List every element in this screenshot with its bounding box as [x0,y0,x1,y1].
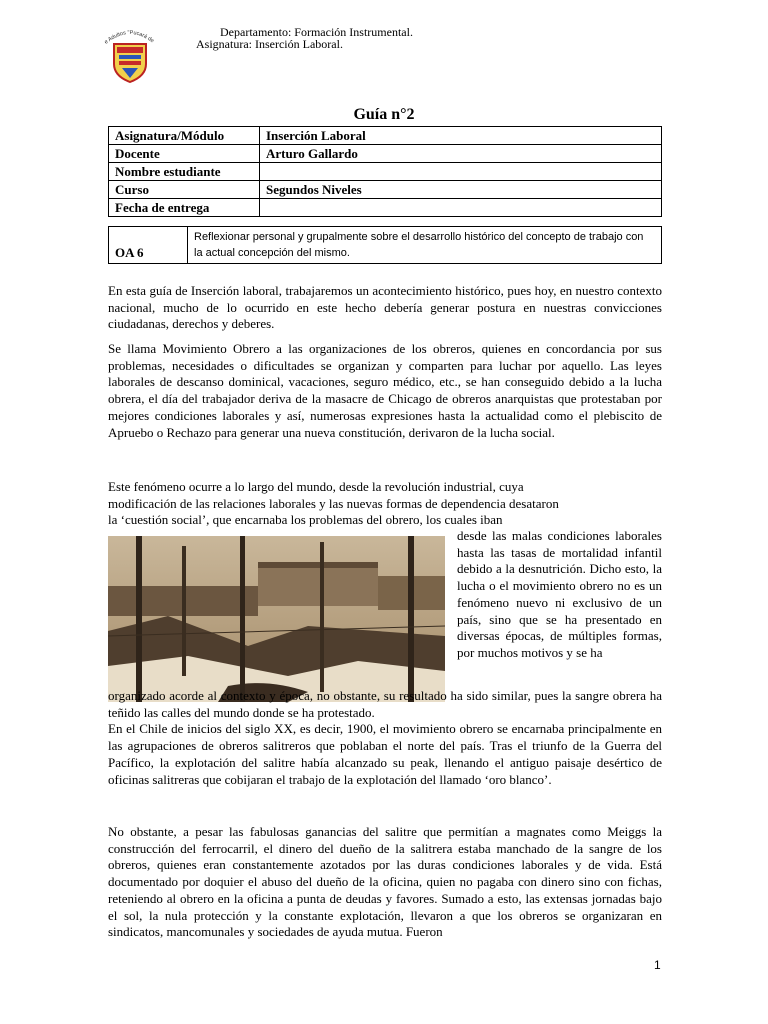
table-row [109,127,662,145]
row-label: Fecha de entrega [109,199,260,217]
objective-text: Reflexionar personal y grupalmente sobre el desarrollo histórico del concepto de trabajo con la actual concepción del mismo. [188,227,662,264]
objective-table [108,226,662,264]
svg-text:Liceo de Adultos "Pucará de Ch [100,26,156,46]
row-value: Arturo Gallardo [260,145,662,163]
row-label: Nombre estudiante [109,163,260,181]
objective-code: OA 6 [109,227,188,264]
page-number: 1 [654,958,661,972]
fenomeno-paragraph-wrap: desde las malas condiciones laborales hasta las tasas de mortalidad infantil debido a la desnutrición. Dicho esto, la lucha o el movimiento obrero no es un fenómeno nuevo ni exclusivo de un país, sino que se ha presentado en diversas épocas, de múltiples formas, por muchos motivos y se ha [457,528,662,660]
page-title: Guía n°2 [353,106,415,123]
intro-paragraph: En esta guía de Inserción laboral, trabajaremos un acontecimiento histórico, pues hoy, en nuestro contexto nacional, mucho de lo ocurrido en este hecho debería generar postura en nuestras convicciones ciudadanas, derechos y deberes. [108,283,662,332]
header-department: Departamento: Formación Instrumental. [220,25,413,39]
obstante-paragraph: No obstante, a pesar las fabulosas ganancias del salitre que permitían a magnates como Meiggs la construcción del ferrocarril, el dinero del dueño de la salitrera estaba manchado de la sangre de los obreros, quienes eran constantemente azotados por las duras condiciones laborales y de vida. Está documentado por doquier el abuso del dueño de la oficina, quien no pagaba con dinero sino con fichas, reteniendo al obrero en la oficina a punta de deudas y favores. Sumado a esto, las extensas jornadas bajo el sol, la nula protección y la constante explotación, llevaron a que los obreros se organizaran en sindicatos, mancomunales y sociedades de ayuda mutua. Fueron [108,824,662,940]
movimiento-paragraph: Se llama Movimiento Obrero a las organizaciones de los obreros, quienes en concordancia por sus problemas, necesidades o dificultades se organizan y comparten para luchar por aquello. Las leyes laborales de descanso dominical, vacaciones, seguro médico, etc., se han conseguido debido a la lucha obrera, el día del trabajador deriva de la masacre de Chicago de obreros anarquistas que protestaban por mejores condiciones laborales y así, numerosas expresiones hasta la actualidad como el plebiscito de Apruebo o Rechazo para generar una nueva constitución, derivaron de la lucha social. [108,341,662,440]
table-row [109,199,662,217]
row-label: Docente [109,145,260,163]
header-subject: Asignatura: Inserción Laboral. [196,37,343,51]
fenomeno-paragraph-top: Este fenómeno ocurre a lo largo del mundo, desde la revolución industrial, cuya modificación de las relaciones laborales y las nuevas formas de dependencia desataron la ‘cuestión social’, que encarnaba los problemas del obrero, los cuales iban [108,479,559,527]
historical-photo [108,536,445,702]
chile-paragraph [108,688,662,788]
fenomeno-paragraph-end: organizado acorde al contexto y época, no obstante, su resultado ha sido similar, pues la sangre obrera ha teñido las calles del mundo donde se ha protestado. [108,688,662,720]
row-value: Segundos Niveles [260,181,662,199]
row-value: Inserción Laboral [260,127,662,145]
row-label: Curso [109,181,260,199]
table-row [109,181,662,199]
logo-text: e Adultos "Pucará de [103,29,155,46]
table-row [109,163,662,181]
row-value [260,199,662,217]
table-row [109,145,662,163]
school-logo [100,26,160,84]
info-table [108,126,662,217]
row-label: Asignatura/Módulo [109,127,260,145]
chile-paragraph-text: En el Chile de inicios del siglo XX, es decir, 1900, el movimiento obrero se encarnaba principalmente en las agrupaciones de obreros salitreros que poblaban el norte del país. Tras el triunfo de la Guerra del Pacífico, la explotación del salitre había alcanzado su peak, llenando el antiguo paisaje desértico de oficinas salitreras que cobijaran el trabajo de la explotación del llamado ‘oro blanco’. [108,721,662,787]
row-value [260,163,662,181]
